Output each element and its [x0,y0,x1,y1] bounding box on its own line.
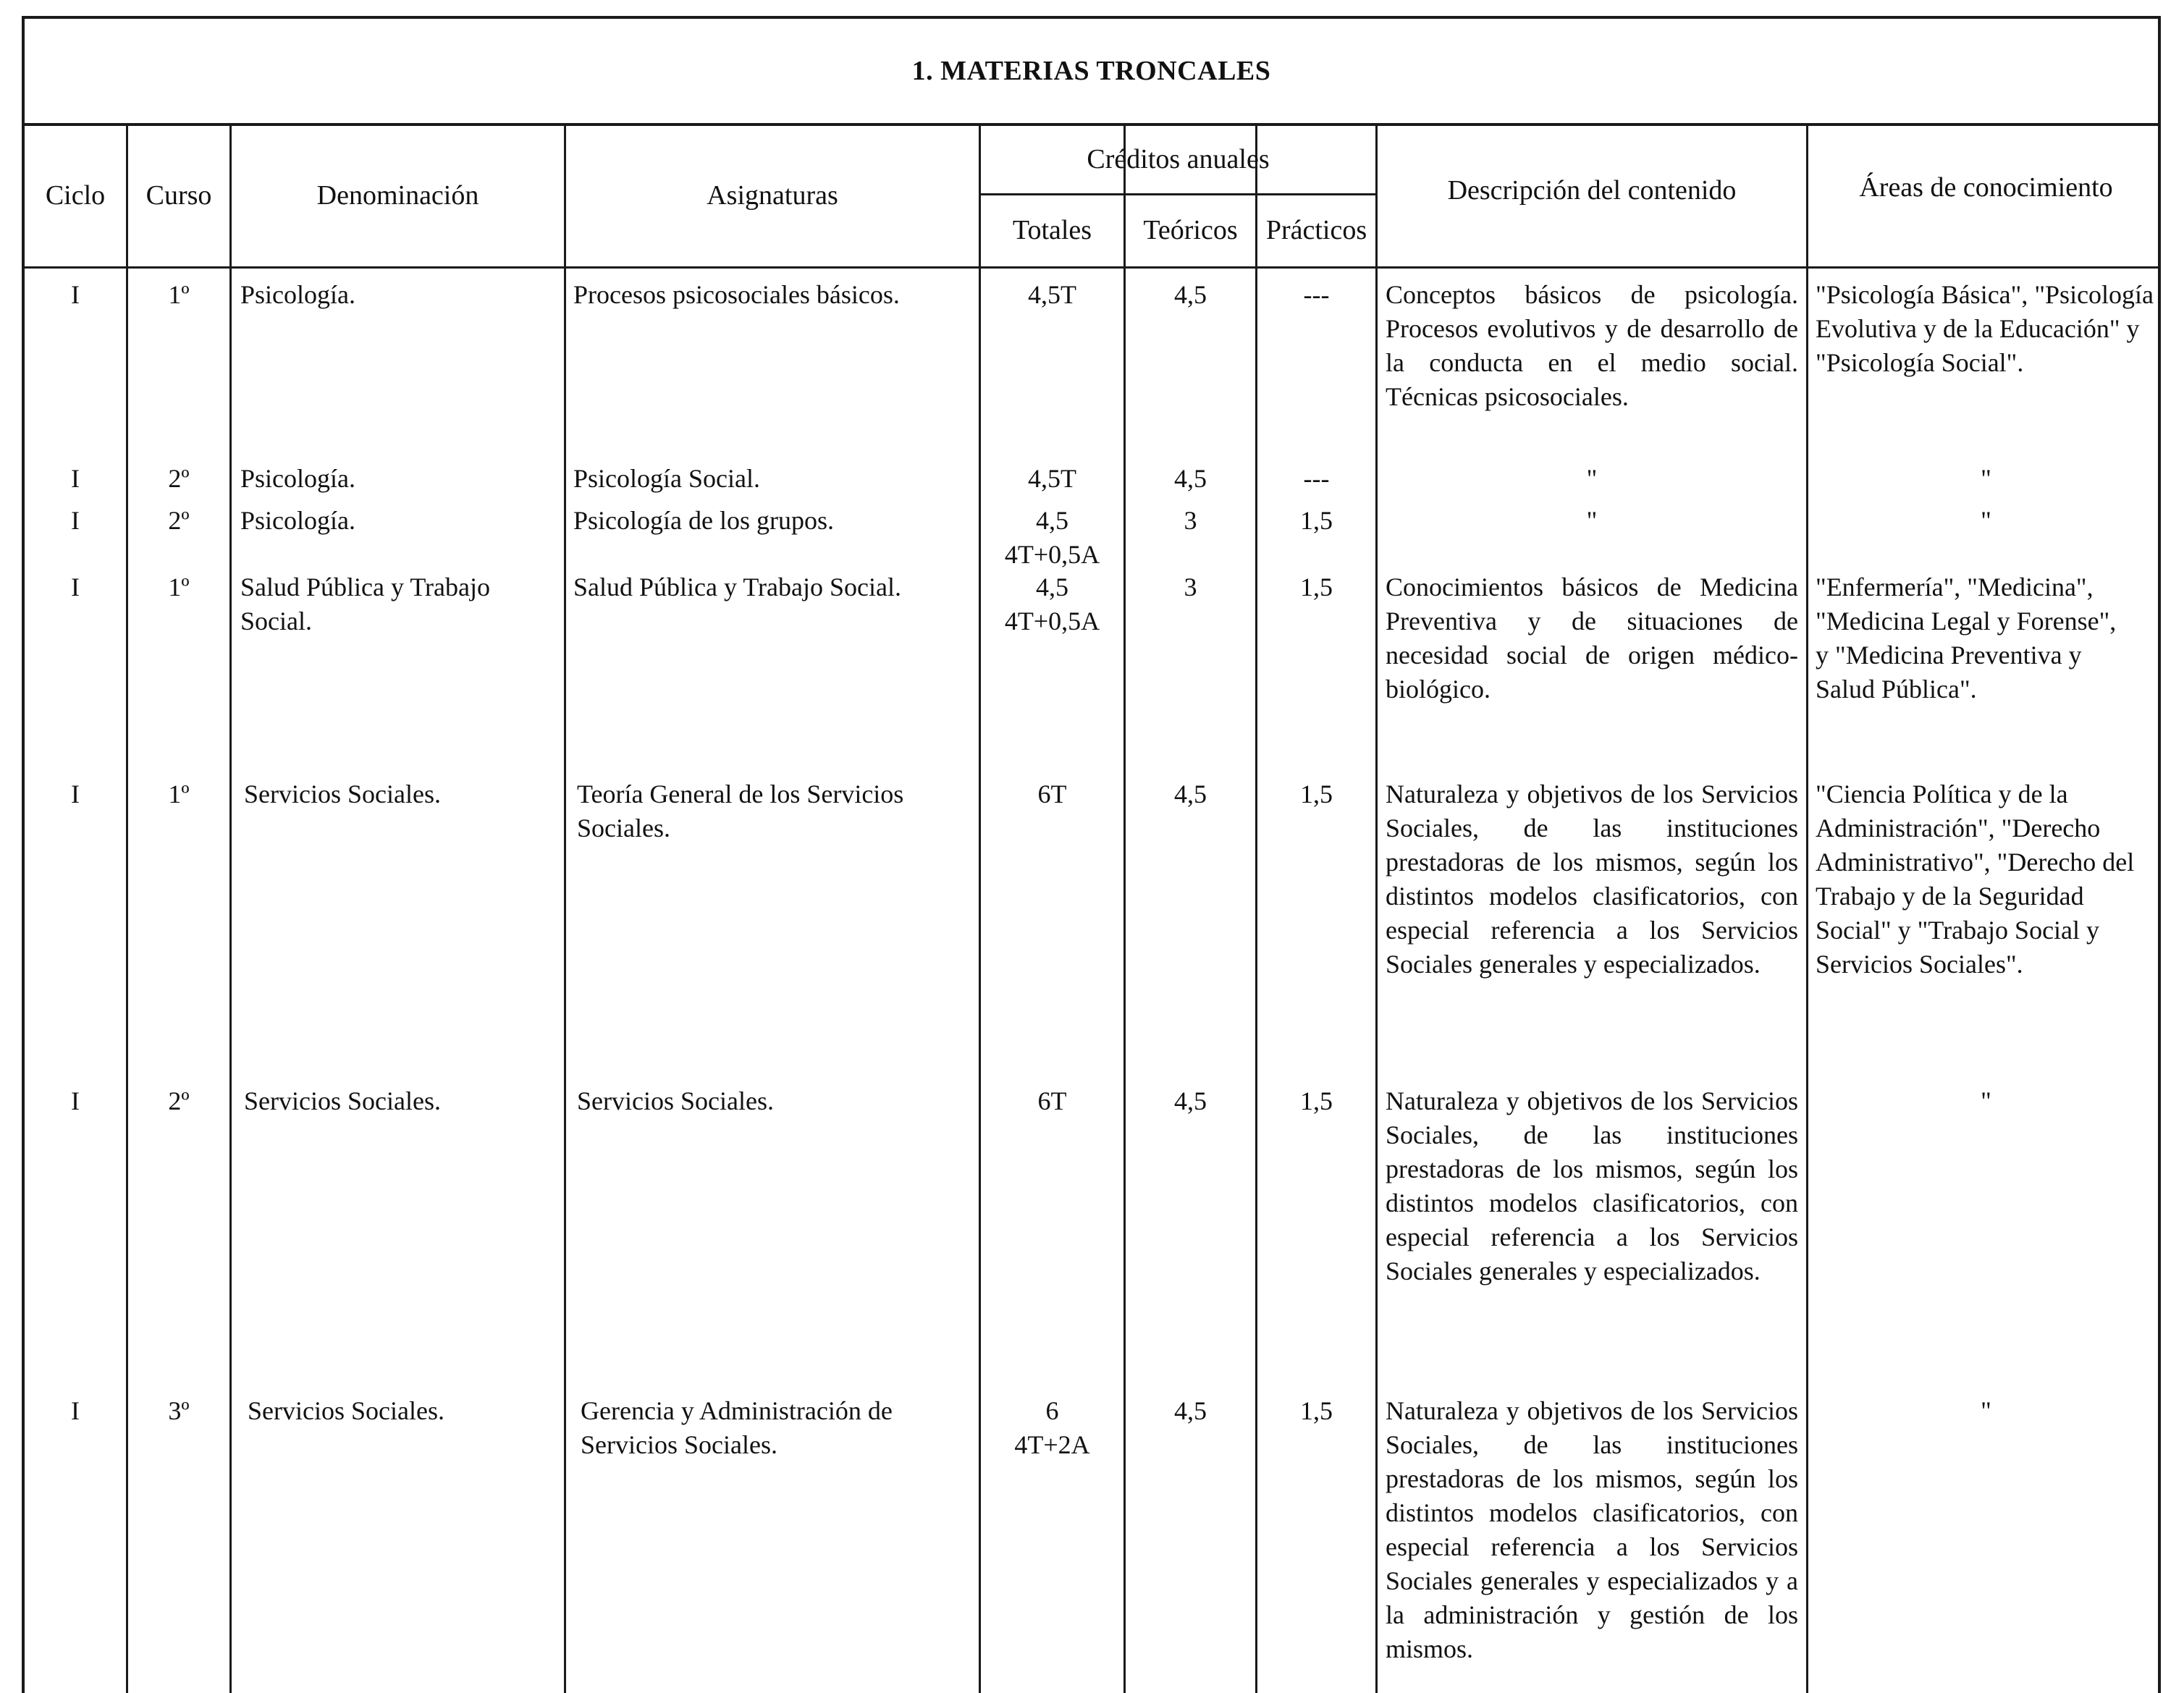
cell-totales: 4,5T [1028,464,1076,493]
column-rule [564,126,566,1693]
cell-denominacion: Servicios Sociales. [244,1086,441,1115]
cell-descripcion: " [1586,464,1598,493]
cell-practicos: 1,5 [1300,1086,1333,1115]
cell-curso: 3º [168,1396,190,1425]
column-rule [126,126,128,1693]
cell-ciclo: I [71,1086,80,1115]
cell-asignatura: Psicología de los grupos. [573,506,834,535]
header-areas: Áreas de conocimiento [1859,172,2113,203]
cell-denominacion: Psicología. [240,280,355,309]
cell-totales: 4,5T [1028,280,1076,309]
cell-areas: " [1981,1396,1991,1425]
cell-ciclo: I [71,506,80,535]
cell-asignatura: Servicios Sociales. [577,1086,774,1115]
cell-areas: "Psicología Básica", "Psicología Evolutiva y de la Educación" y "Psicología Social". [1816,280,2154,377]
cell-curso: 1º [168,573,190,601]
header-creditos: Créditos anuales [1087,143,1270,174]
cell-teoricos: 3 [1184,506,1197,535]
cell-descripcion: Naturaleza y objetivos de los Servicios Sociales, de las instituciones prestadoras de los mismos, según los distintos modelos clasificatorios, con especial referencia a los Servicios Sociales generales y especializados. [1386,780,1798,979]
header-practicos: Prácticos [1265,215,1367,246]
cell-practicos: 1,5 [1300,573,1333,601]
cell-teoricos: 4,5 [1174,780,1207,808]
cell-areas: " [1981,506,1991,535]
cell-asignatura: Gerencia y Administración de Servicios Sociales. [581,1396,893,1459]
header-ciclo: Ciclo [45,180,106,211]
cell-asignatura: Psicología Social. [573,464,760,493]
cell-teoricos: 4,5 [1174,1396,1207,1425]
cell-descripcion: Conceptos básicos de psicología. Procesos evolutivos y de desarrollo de la conducta en el medio social. Técnicas psicosociales. [1386,280,1798,411]
column-rule [1375,126,1378,1693]
cell-areas: "Ciencia Política y de la Administración", "Derecho Administrativo", "Derecho del Trabajo y de la Seguridad Social" y "Trabajo Social y Servicios Sociales". [1816,780,2135,979]
header-descripcion: Descripción del contenido [1447,175,1737,206]
cell-denominacion: Psicología. [240,506,355,535]
cell-totales: 6T [1037,780,1067,808]
cell-totales: 6 4T+2A [1014,1396,1090,1459]
cell-practicos: --- [1303,464,1330,493]
cell-practicos: 1,5 [1300,506,1333,535]
cell-ciclo: I [71,780,80,808]
column-rule [1806,126,1808,1693]
cell-asignatura: Salud Pública y Trabajo Social. [573,573,901,601]
cell-practicos: 1,5 [1300,1396,1333,1425]
cell-descripcion: " [1586,506,1598,535]
cell-curso: 1º [168,780,190,808]
cell-teoricos: 4,5 [1174,1086,1207,1115]
cell-asignatura: Teoría General de los Servicios Sociales. [577,780,904,843]
header-curso: Curso [146,180,212,211]
header-denominacion: Denominación [316,180,479,211]
cell-curso: 2º [168,506,190,535]
cell-curso: 2º [168,464,190,493]
header-totales: Totales [1012,215,1092,246]
cell-teoricos: 3 [1184,573,1197,601]
cell-practicos: 1,5 [1300,780,1333,808]
header-bottom-rule [25,266,2158,269]
column-rule [1255,126,1257,1693]
cell-ciclo: I [71,280,80,309]
header-teoricos: Teóricos [1143,215,1238,246]
cell-areas: "Enfermería", "Medicina", "Medicina Legal y Forense", y "Medicina Preventiva y Salud Pública". [1816,573,2117,704]
header-asignaturas: Asignaturas [707,180,838,211]
cell-descripcion: Naturaleza y objetivos de los Servicios Sociales, de las instituciones prestadoras de los mismos, según los distintos modelos clasificatorios, con especial referencia a los Servicios Sociales generales y especializados. [1386,1086,1798,1285]
cell-totales: 4,5 4T+0,5A [1004,506,1100,569]
cell-denominacion: Psicología. [240,464,355,493]
column-rule [1123,126,1126,1693]
cell-descripcion: Conocimientos básicos de Medicina Preventiva y de situaciones de necesidad social de origen médico-biológico. [1386,573,1798,704]
cell-descripcion: Naturaleza y objetivos de los Servicios Sociales, de las instituciones prestadoras de los mismos, según los distintos modelos clasificatorios, con especial referencia a los Servicios Sociales generales y especializados y a la administración y gestión de los mismos. [1386,1396,1798,1663]
page-title: 1. MATERIAS TRONCALES [25,19,2158,126]
cell-totales: 4,5 4T+0,5A [1004,573,1100,636]
cell-denominacion: Servicios Sociales. [248,1396,444,1425]
cell-ciclo: I [71,1396,80,1425]
cell-teoricos: 4,5 [1174,464,1207,493]
cell-totales: 6T [1037,1086,1067,1115]
cell-asignatura: Procesos psicosociales básicos. [573,280,900,309]
cell-ciclo: I [71,464,80,493]
cell-teoricos: 4,5 [1174,280,1207,309]
cell-denominacion: Servicios Sociales. [244,780,441,808]
cell-areas: " [1981,1086,1991,1115]
column-rule [229,126,232,1693]
cell-curso: 1º [168,280,190,309]
cell-ciclo: I [71,573,80,601]
cell-practicos: --- [1303,280,1330,309]
document-sheet [22,16,2161,1693]
cell-denominacion: Salud Pública y Trabajo Social. [240,573,491,636]
cell-areas: " [1981,464,1991,493]
cell-curso: 2º [168,1086,190,1115]
